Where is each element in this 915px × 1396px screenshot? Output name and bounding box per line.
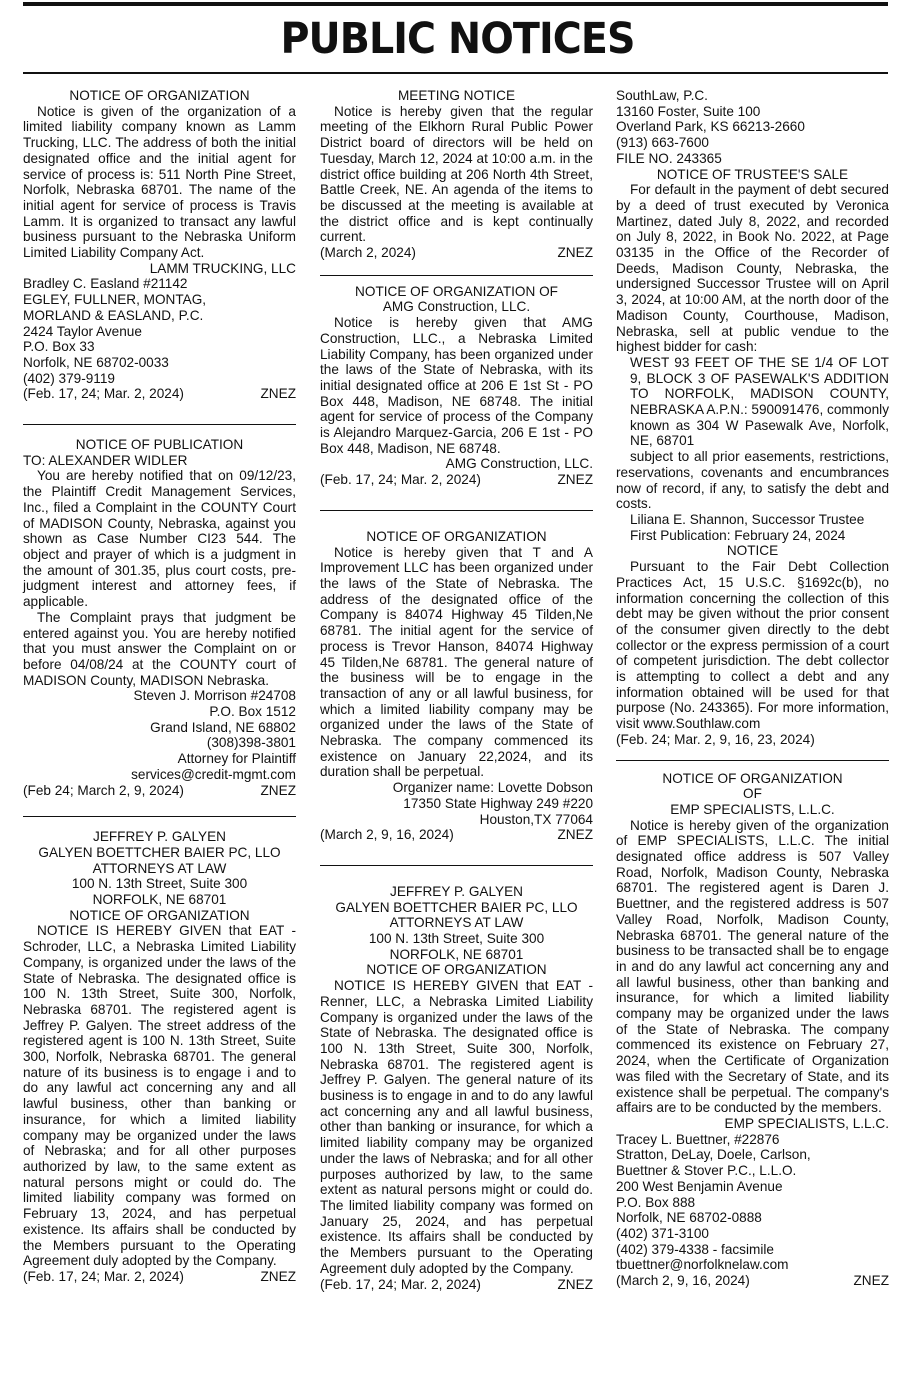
signature-email[interactable]: services@credit-mgmt.com xyxy=(131,766,296,782)
header-line: NORFOLK, NE 68701 xyxy=(92,892,227,908)
publication-code: ZNEZ xyxy=(557,472,593,488)
address-line: Buettner & Stover P.C., L.L.O. xyxy=(616,1163,797,1179)
notice-heading: NOTICE OF ORGANIZATION xyxy=(662,770,843,786)
publication-dates: (Feb. 17, 24; Mar. 2, 2024) xyxy=(23,386,184,402)
notice-meeting xyxy=(320,88,593,261)
notice-heading: NOTICE OF ORGANIZATION xyxy=(69,88,250,103)
address-line: Bradley C. Easland #21142 xyxy=(23,276,188,292)
publication-code: ZNEZ xyxy=(260,386,296,402)
notice-subheading: AMG Construction, LLC. xyxy=(382,299,531,315)
notice-heading: NOTICE OF ORGANIZATION xyxy=(366,528,547,544)
publication-dates: (Feb. 17, 24; Mar. 2, 2024) xyxy=(320,472,481,488)
signer: LAMM TRUCKING, LLC xyxy=(149,260,296,276)
notice-amg-construction xyxy=(320,275,593,488)
publication-footer xyxy=(23,386,296,402)
publication-code: ZNEZ xyxy=(260,782,296,798)
publication-dates: (March 2, 9, 16, 2024) xyxy=(320,827,454,843)
address-line: EGLEY, FULLNER, MONTAG, xyxy=(23,292,207,308)
publication-code: ZNEZ xyxy=(260,1268,296,1284)
organizer-city: Houston,TX 77064 xyxy=(479,811,593,827)
notice-heading: NOTICE OF PUBLICATION xyxy=(75,437,244,453)
header-line: 100 N. 13th Street, Suite 300 xyxy=(71,876,248,892)
title-rule xyxy=(23,72,888,74)
address-line: 2424 Taylor Avenue xyxy=(23,323,142,339)
header-line: GALYEN BOETTCHER BAIER PC, LLO xyxy=(38,844,281,860)
firm-line: Overland Park, KS 66213-2660 xyxy=(616,119,805,135)
notice-eat-renner xyxy=(320,865,593,1292)
publication-code: ZNEZ xyxy=(853,1273,889,1289)
publication-footer xyxy=(616,1273,889,1289)
notice-heading: MEETING NOTICE xyxy=(397,88,516,103)
publication-footer xyxy=(23,783,296,799)
notice-body: subject to all prior easements, restrictions, reservations, covenants and encumbrances now of record, if any, to satisfy the debt and costs. xyxy=(616,449,889,512)
header-line: GALYEN BOETTCHER BAIER PC, LLO xyxy=(335,899,578,915)
notice-body: Notice is hereby given that AMG Construction, LLC., a Nebraska Limited Liability Company, has been organized under the laws of the State of Nebraska, with its initial designated office at 206 E 1st St - PO Box 448, Madison, NE 68748. The initial agent for service of process of the Company is Alejandro Marquez-Garcia, 206 E 1st - PO Box 448, Madison, NE 68748. xyxy=(320,315,593,456)
organizer-address: 17350 State Highway 249 #220 xyxy=(403,795,593,811)
notice-lamm-trucking xyxy=(23,88,296,402)
header-line: ATTORNEYS AT LAW xyxy=(92,860,227,876)
signature-line: Steven J. Morrison #24708 xyxy=(133,688,296,704)
column-2 xyxy=(320,88,593,1292)
first-publication: First Publication: February 24, 2024 xyxy=(630,527,846,543)
legal-description: WEST 93 FEET OF THE SE 1/4 OF LOT 9, BLOCK 3 OF PASEWALK'S ADDITION TO NORFOLK, MADISON COUNTY, NEBRASKA A.P.N.: 590091476, commonly known as 304 W Pasewalk Ave, Norfolk, NE, 68701 xyxy=(630,354,889,449)
publication-footer xyxy=(320,245,593,261)
address-line: 200 West Benjamin Avenue xyxy=(616,1178,783,1194)
notice-body: Notice is hereby given of the organization of EMP SPECIALISTS, L.L.C. The initial designated office address is 507 Valley Road, Norfolk, Madison County, Nebraska 68701. The registered agent is Daren J. Buettner, and the registered address is 507 Valley Road, Norfolk, Madison County, Nebraska 68701. The general nature of the business to be transacted shall be to engage in and do any lawful act concerning any and all lawful business, other than banking and insurance, for which a limited liability company may be organized under the laws of the State of Nebraska. The company commenced its existence on February 27, 2024, when the Certificate of Organization was filed with the Secretary of State, and its existence shall be perpetual. The company's affairs are to be conducted by the members. xyxy=(616,817,889,1116)
firm-line: SouthLaw, P.C. xyxy=(616,88,708,103)
publication-dates: (Feb. 24; Mar. 2, 9, 16, 23, 2024) xyxy=(616,731,815,747)
header-line: JEFFREY P. GALYEN xyxy=(93,829,226,845)
header-line: 100 N. 13th Street, Suite 300 xyxy=(368,931,545,947)
publication-code: ZNEZ xyxy=(557,827,593,843)
column-1 xyxy=(23,88,296,1285)
notice-body: Notice is hereby given that T and A Improvement LLC has been organized under the laws of the State of Nebraska. The address of the designated office of the Company is 84074 Highway 45 Tilden,Ne 68781. The initial agent for the service of process is Trevor Hanson, 84074 Highway 45 Tilden,Ne 68781. The general nature of the business will be to engage in the transaction of any or all lawful business, for which a limited liability company may be organized under the laws of the State of Nebraska. The company commenced its existence on January 22,2024, and its duration shall be perpetual. xyxy=(320,544,593,780)
signature-line: (308)398-3801 xyxy=(206,735,296,751)
notice-body: Notice is given of the organization of a limited liability company known as Lamm Trucking, LLC. The address of both the initial designated office and the initial agent for service of process is: 511 North Pine Street, Norfolk, Nebraska 68701. The name of the initial agent for service of process is Travis Lamm. It is organized to transact any lawful business pursuant to the Nebraska Uniform Limited Liability Company Act. xyxy=(23,103,296,261)
notice-body: The Complaint prays that judgment be entered against you. You are hereby notified that you must answer the Complaint on or before 04/08/24 at the COUNTY court of MADISON County, MADISON Nebraska. xyxy=(23,609,296,688)
notice-heading: NOTICE OF ORGANIZATION xyxy=(366,962,547,978)
publication-footer xyxy=(320,472,593,488)
page-title: PUBLIC NOTICES xyxy=(280,14,635,64)
notice-recipient: TO: ALEXANDER WIDLER xyxy=(23,452,188,468)
address-line: (402) 379-9119 xyxy=(23,370,115,386)
notice-body: Pursuant to the Fair Debt Collection Practices Act, 15 U.S.C. §1692c(b), no information concerning the collection of this debt may be given without the prior consent of the consumer given directly to the debt collector or the express permission of a court of competent jurisdiction. The debt collector is attempting to collect a debt and any information obtained will be used for that purpose (No. 243365). For more information, visit www.Southlaw.com xyxy=(616,559,889,732)
signer: EMP SPECIALISTS, L.L.C. xyxy=(724,1116,889,1131)
notice-body: You are hereby notified that on 09/12/23, the Plaintiff Credit Management Services, Inc., filed a Complaint in the COUNTY Court of MADISON County, Nebraska, against you shown as Case Number CI23 544. The object and prayer of which is a judgment in the amount of 301.35, plus court costs, pre-judgment interest and attorney fees, if applicable. xyxy=(23,468,296,610)
column-3 xyxy=(616,88,889,1289)
address-line: (402) 379-4338 - facsimile xyxy=(616,1241,774,1257)
notice-body: For default in the payment of debt secured by a deed of trust executed by Veronica Martinez, dated July 8, 2022, and recorded on July 8, 2022, in Book No. 2022, at Page 03135 in the Office of the Recorder of Deeds, Madison County, Nebraska, the undersigned Successor Trustee will on April 3, 2024, at 10:00 AM, at the north door of the Madison County, Courthouse, Madison, Nebraska, sell at public vendue to the highest bidder for cash: xyxy=(616,182,889,355)
top-rule xyxy=(23,2,888,6)
organizer-name: Organizer name: Lovette Dobson xyxy=(392,780,593,796)
header-line: JEFFREY P. GALYEN xyxy=(390,883,523,899)
publication-dates: (March 2, 9, 16, 2024) xyxy=(616,1273,750,1289)
publication-footer xyxy=(320,1277,593,1293)
notice-t-and-a-improvement xyxy=(320,510,593,843)
notice-heading: NOTICE OF ORGANIZATION OF xyxy=(355,283,558,299)
signature-line: Attorney for Plaintiff xyxy=(177,751,296,767)
address-line: P.O. Box 33 xyxy=(23,339,95,355)
publication-footer xyxy=(320,827,593,843)
header-line: NORFOLK, NE 68701 xyxy=(389,946,524,962)
firm-line: 13160 Foster, Suite 100 xyxy=(616,103,761,119)
notice-publication-widler xyxy=(23,424,296,798)
address-line: Norfolk, NE 68702-0033 xyxy=(23,354,169,370)
notice-body: NOTICE IS HEREBY GIVEN that EAT - Renner, LLC, a Nebraska Limited Liability Company is organized under the laws of the State of Nebraska. The designated office is 100 N. 13th Street, Suite 300, Norfolk, Nebraska 68701. The registered agent is Jeffrey P. Galyen. The general nature of its business is to engage in and to do any lawful act concerning any and all lawful business, other than banking or insurance, for which a limited liability company may be organized under the laws of Nebraska; and for all other purposes authorized by law, to the same extent as natural persons might or could do. The limited liability company was formed on January 25, 2024, and has perpetual existence. Its affairs shall be conducted by the Members pursuant to the Operating Agreement duly adopted by the Company. xyxy=(320,978,593,1276)
notice-body: Notice is hereby given that the regular meeting of the Elkhorn Rural Public Power District board of directors will be held on Tuesday, March 12, 2024 at 10:00 a.m. in the district office building at 206 North 4th Street, Battle Creek, NE. An agenda of the items to be discussed at the meeting is available at the district office and is kept continually current. xyxy=(320,103,593,245)
publication-code: ZNEZ xyxy=(557,1276,593,1292)
address-line: MORLAND & EASLAND, P.C. xyxy=(23,307,204,323)
notice-heading: NOTICE OF ORGANIZATION xyxy=(69,907,250,923)
signature-line: P.O. Box 1512 xyxy=(209,704,296,720)
publication-dates: (March 2, 2024) xyxy=(320,245,416,261)
address-line: Norfolk, NE 68702-0888 xyxy=(616,1210,762,1226)
trustee-signature: Liliana E. Shannon, Successor Trustee xyxy=(630,511,865,527)
notice-heading: NOTICE OF TRUSTEE'S SALE xyxy=(656,166,849,182)
notice-emp-specialists xyxy=(616,760,889,1289)
firm-line: (913) 663-7600 xyxy=(616,135,709,151)
publication-code: ZNEZ xyxy=(557,245,593,261)
notice-body: NOTICE IS HEREBY GIVEN that EAT - Schroder, LLC, a Nebraska Limited Liability Company, is organized under the laws of the State of Nebraska. The designated office is 100 N. 13th Street, Suite 300, Norfolk, Nebraska 68701. The registered agent is Jeffrey P. Galyen. The street address of the registered agent is 100 N. 13th Street, Suite 300, Norfolk, Nebraska 68701. The general nature of its business is to engage i and to do any lawful act concerning any and all lawful business, other than banking or insurance, for which a limited liability company may be organized under the laws of Nebraska; and for all other purposes authorized by law, to the same extent as natural persons might or could do. The limited liability company was formed on February 13, 2024, and has perpetual existence. Its affairs shall be conducted by the Members pursuant to the Operating Agreement duly adopted by the Company. xyxy=(23,923,296,1269)
header-line: ATTORNEYS AT LAW xyxy=(389,915,524,931)
publication-dates: (Feb. 17, 24; Mar. 2, 2024) xyxy=(23,1268,184,1284)
signature-line: Grand Island, NE 68802 xyxy=(150,719,296,735)
signer: AMG Construction, LLC. xyxy=(445,456,593,472)
address-line: Stratton, DeLay, Doele, Carlson, xyxy=(616,1147,811,1163)
address-line: Tracey L. Buettner, #22876 xyxy=(616,1131,780,1147)
email-line[interactable]: tbuettner@norfolknelaw.com xyxy=(616,1257,789,1273)
notice-trustee-sale xyxy=(616,88,889,748)
notice-eat-schroder xyxy=(23,816,296,1284)
publication-footer xyxy=(23,1269,296,1285)
notice-heading: NOTICE xyxy=(726,543,779,559)
notice-heading: EMP SPECIALISTS, L.L.C. xyxy=(670,801,835,817)
notice-heading: OF xyxy=(743,786,762,802)
file-number: FILE NO. 243365 xyxy=(616,150,722,166)
address-line: P.O. Box 888 xyxy=(616,1194,696,1210)
address-line: (402) 371-3100 xyxy=(616,1225,709,1241)
publication-dates: (Feb. 17, 24; Mar. 2, 2024) xyxy=(320,1276,481,1292)
publication-dates: (Feb 24; March 2, 9, 2024) xyxy=(23,782,184,798)
